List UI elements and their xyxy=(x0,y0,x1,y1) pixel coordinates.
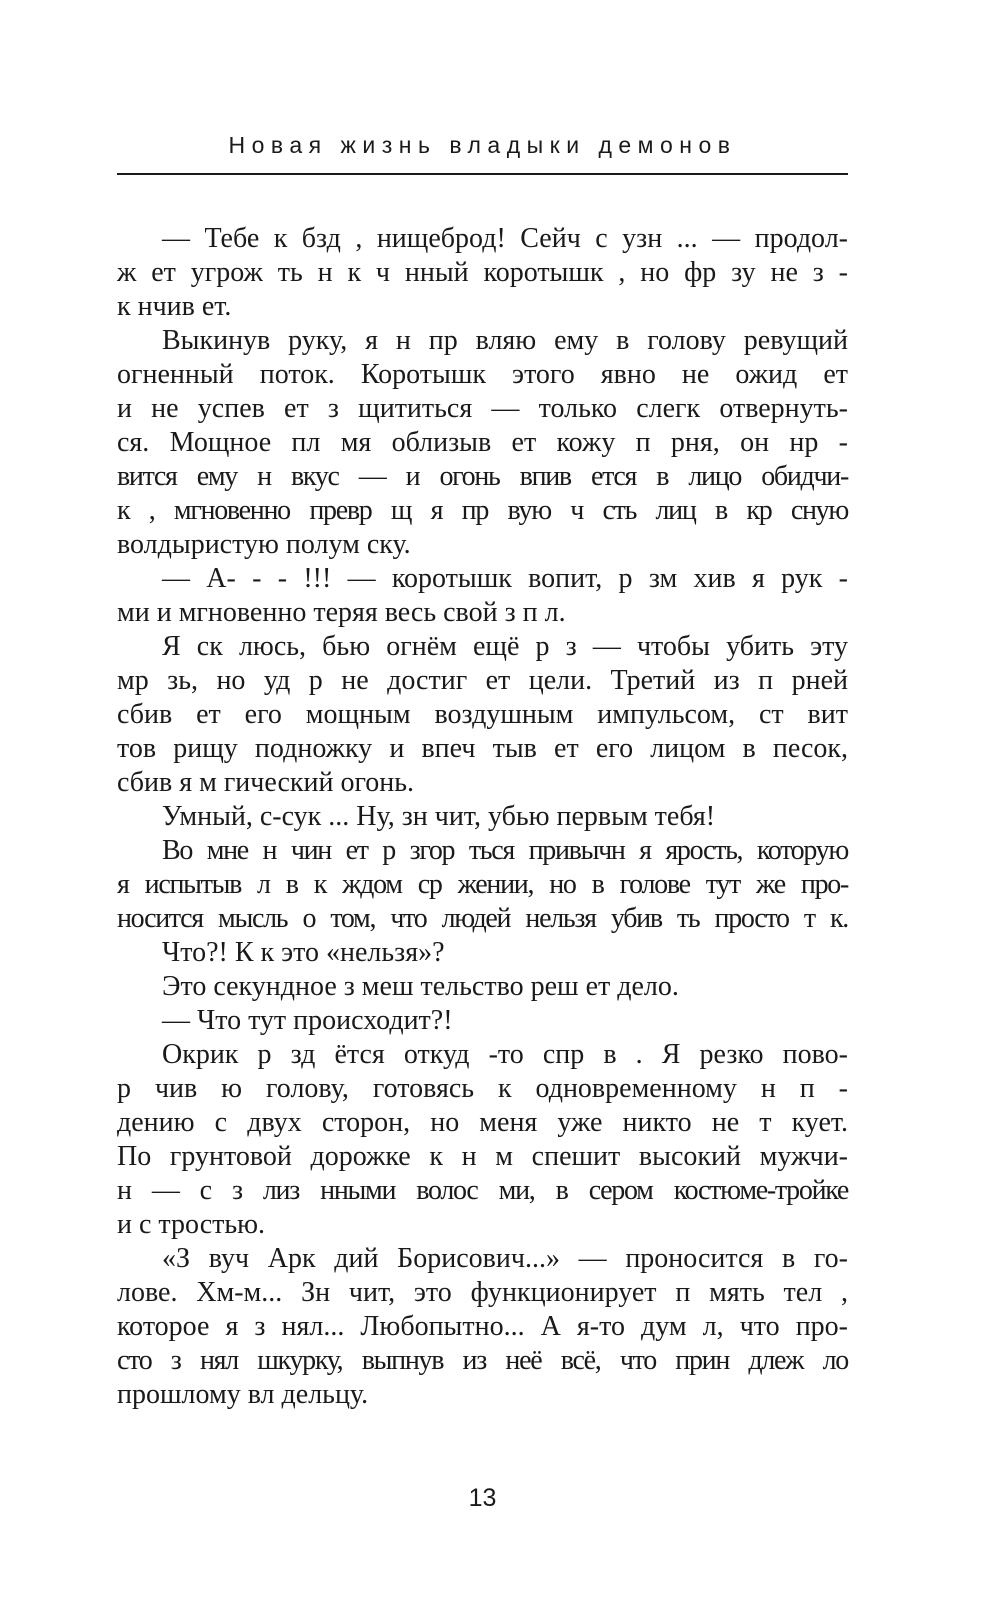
page-number: 13 xyxy=(468,1484,497,1512)
text-line: сбив я м гический огонь. xyxy=(117,767,415,798)
text-line: огненный поток. Коротышк этого явно не ожид ет xyxy=(117,359,848,390)
text-line: к нчив ет. xyxy=(117,291,232,322)
text-line: лове. Хм-м... Зн чит, это функционирует п мять тел , xyxy=(117,1277,848,1308)
text-line: ми и мгновенно теряя весь свой з п л. xyxy=(117,597,566,628)
text-line: — А- - - !!! — коротышк вопит, р зм хив я рук - xyxy=(162,563,848,594)
text-line: н — с з лиз нными волос ми, в сером костюме-тройке xyxy=(117,1175,848,1206)
text-line: я испытыв л в к ждом ср жении, но в голове тут же про- xyxy=(117,869,848,900)
text-line: вится ему н вкус — и огонь впив ется в лицо обидчи- xyxy=(117,461,848,492)
text-line: сто з нял шкурку, выпнув из неё всё, что прин длеж ло xyxy=(117,1345,848,1376)
text-line: которое я з нял... Любопытно... А я-то дум л, что про- xyxy=(117,1311,848,1342)
text-line: ж ет угрож ть н к ч нный коротышк , но фр зу не з - xyxy=(117,257,848,288)
text-line: Что?! К к это «нельзя»? xyxy=(162,937,445,968)
text-line: волдыристую полум ску. xyxy=(117,529,411,560)
text-line: и с тростью. xyxy=(117,1209,266,1240)
text-line: — Что тут происходит?! xyxy=(162,1005,453,1036)
text-line: Это секундное з меш тельство реш ет дело. xyxy=(162,971,679,1002)
text-line: Я ск люсь, бью огнём ещё р з — чтобы убить эту xyxy=(162,631,848,662)
text-line: мр зь, но уд р не достиг ет цели. Третий из п рней xyxy=(117,665,848,696)
text-line: р чив ю голову, готовясь к одновременному н п - xyxy=(117,1073,848,1104)
text-line: и не успев ет з щититься — только слегк отвернуть- xyxy=(117,393,848,424)
text-line: «З вуч Арк дий Борисович...» — проносится в го- xyxy=(162,1243,848,1274)
text-line: к , мгновенно превр щ я пр вую ч сть лиц в кр сную xyxy=(117,495,848,526)
text-line: Окрик р зд ётся откуд -то спр в . Я резко пово- xyxy=(162,1039,848,1070)
text-line: Во мне н чин ет р згор ться привычн я ярость, которую xyxy=(162,835,848,866)
text-line: прошлому вл дельцу. xyxy=(117,1379,369,1410)
text-line: По грунтовой дорожке к н м спешит высокий мужчи- xyxy=(117,1141,848,1172)
text-line: ся. Мощное пл мя облизыв ет кожу п рня, он нр - xyxy=(117,427,848,458)
text-line: дению с двух сторон, но меня уже никто не т кует. xyxy=(117,1107,848,1138)
text-line: сбив ет его мощным воздушным импульсом, ст вит xyxy=(117,699,848,730)
header-rule xyxy=(117,173,848,175)
text-line: Выкинув руку, я н пр вляю ему в голову ревущий xyxy=(162,325,848,356)
text-line: тов рищу подножку и впеч тыв ет его лицом в песок, xyxy=(117,733,848,764)
text-line: — Тебе к бзд , нищеброд! Сейч с узн ... — продол- xyxy=(162,223,848,254)
running-head-title: Новая жизнь владыки демонов xyxy=(228,132,737,158)
text-line: Умный, с-сук ... Ну, зн чит, убью первым тебя! xyxy=(162,801,716,832)
text-line: носится мысль о том, что людей нельзя убив ть просто т к. xyxy=(117,903,848,934)
body-text xyxy=(117,222,848,1412)
